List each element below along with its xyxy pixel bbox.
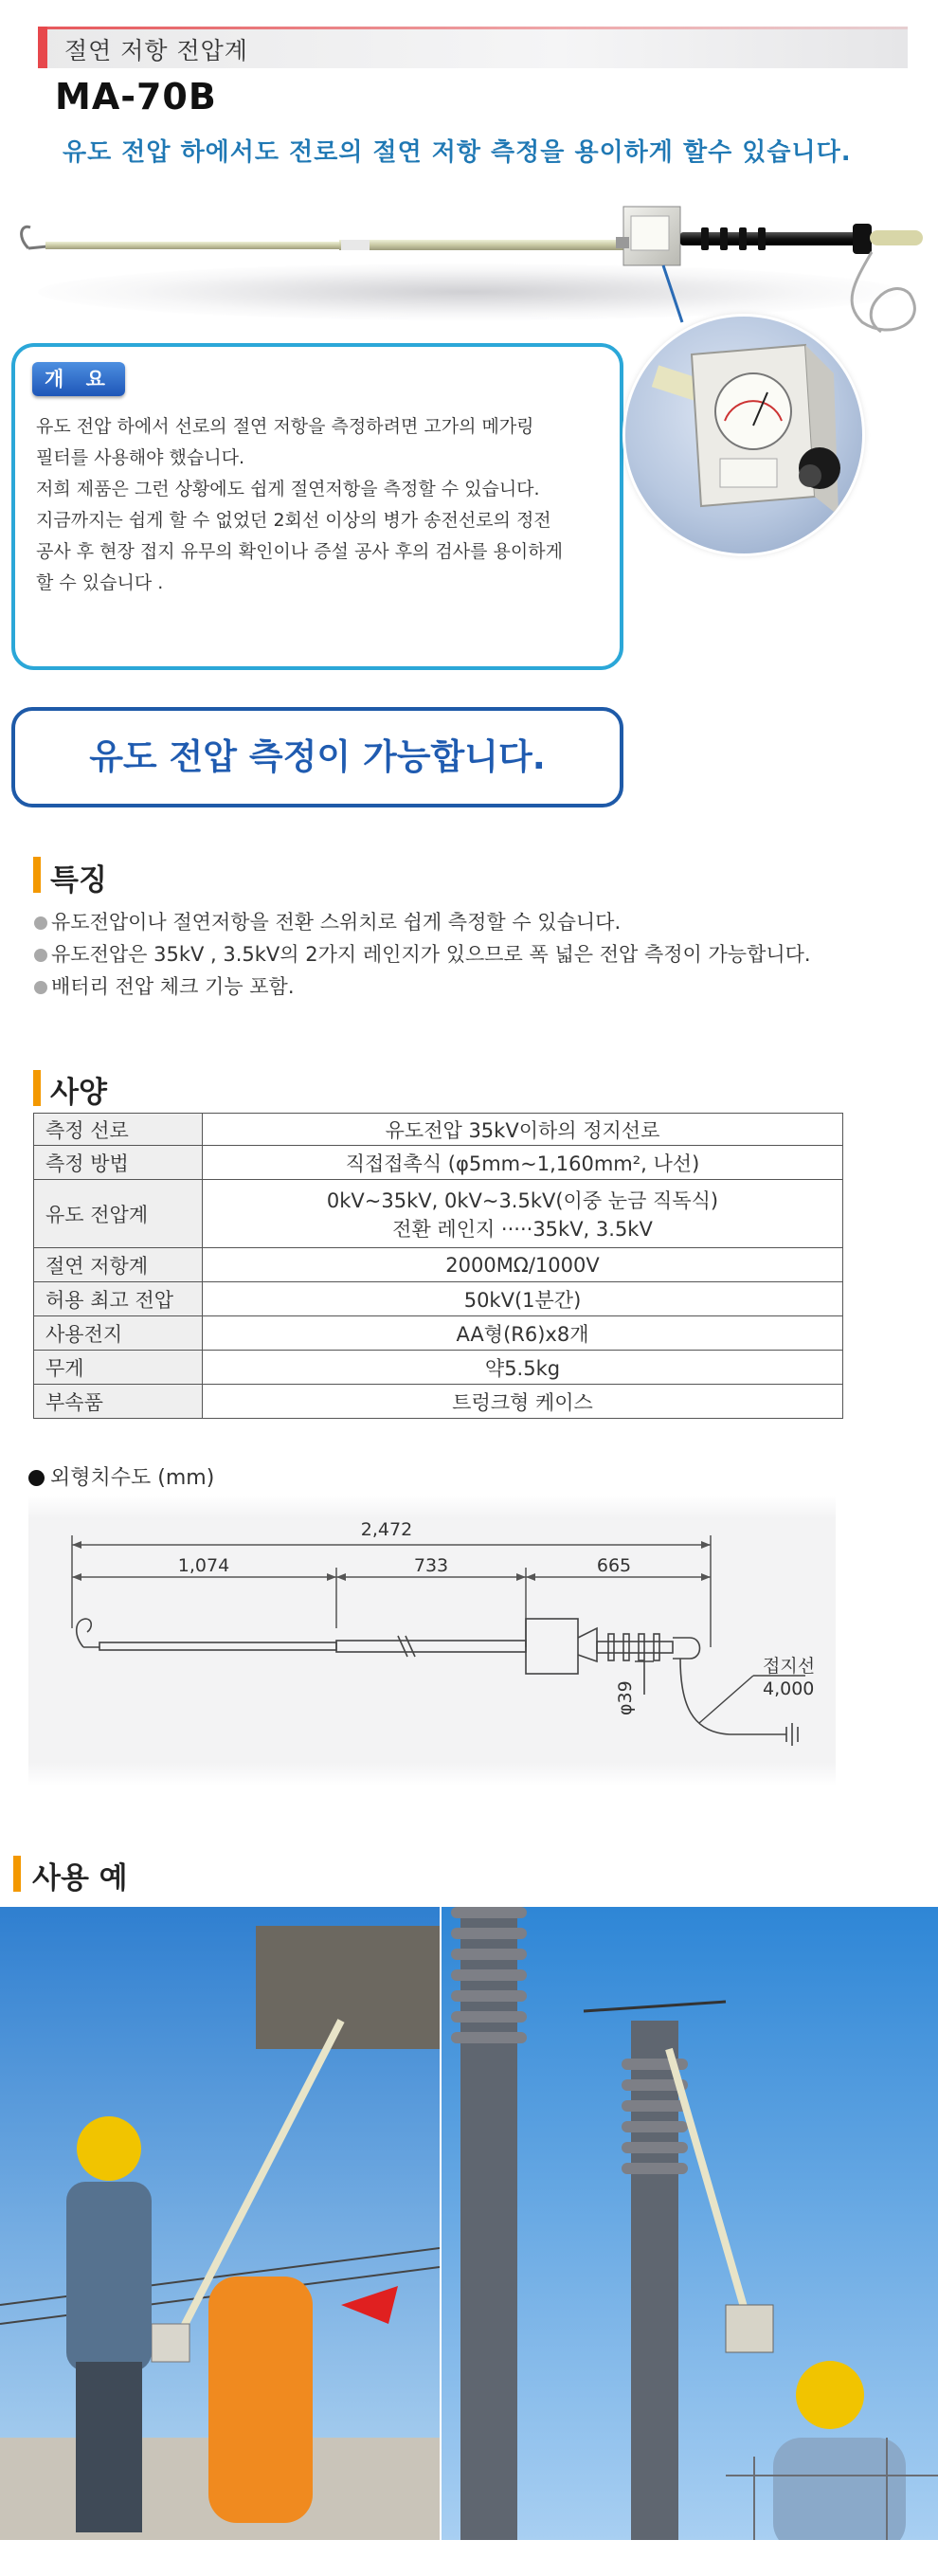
table-row (34, 1180, 843, 1248)
spec-key: 허용 최고 전압 (34, 1282, 203, 1316)
table-row (34, 1248, 843, 1282)
spec-value (203, 1180, 843, 1248)
spec-key: 유도 전압계 (34, 1180, 203, 1248)
table-row (34, 1114, 843, 1146)
overview-line: 저희 제품은 그런 상황에도 쉽게 절연저항을 측정할 수 있습니다. (36, 479, 540, 499)
specs-marker (33, 1070, 41, 1106)
spec-value: AA형(R6)x8개 (203, 1316, 843, 1351)
overview-text (36, 411, 604, 599)
spec-value: 유도전압 35kV이하의 정지선로 (203, 1114, 843, 1146)
spec-value-line: 0kV~35kV, 0kV~3.5kV(이중 눈금 직독식) (326, 1188, 719, 1212)
tagline: 유도 전압 하에서도 전로의 절연 저항 측정을 용이하게 할수 있습니다. (63, 138, 852, 167)
table-row (34, 1385, 843, 1419)
bullet-icon (34, 981, 47, 994)
table-row (34, 1316, 843, 1351)
feature-text: 배터리 전압 체크 기능 포함. (51, 975, 295, 998)
dim-seg1: 1,074 (177, 1555, 230, 1576)
features-title: 특징 (50, 863, 107, 898)
features-marker (33, 857, 41, 893)
meter-closeup-image (625, 317, 862, 553)
table-row (34, 1282, 843, 1316)
category-accent (38, 27, 47, 68)
spec-value: 2000MΩ/1000V (203, 1248, 843, 1282)
dim-diameter: φ39 (615, 1680, 636, 1715)
dim-seg2: 733 (413, 1555, 449, 1576)
overview-line: 필터를 사용해야 했습니다. (36, 447, 245, 468)
dimension-drawing (28, 1496, 836, 1786)
table-row (34, 1351, 843, 1385)
usage-photo-left (0, 1907, 440, 2540)
overview-line: 할 수 있습니다 . (36, 572, 164, 593)
overview-badge: 개 요 (32, 362, 125, 396)
table-row (34, 1146, 843, 1180)
spec-value: 약5.5kg (203, 1351, 843, 1385)
dimension-title-text: 외형치수도 (mm) (50, 1466, 215, 1490)
category-title: 절연 저항 전압계 (64, 37, 248, 64)
feature-item (34, 971, 295, 1000)
overview-line: 지금까지는 쉽게 할 수 없었던 2회선 이상의 병가 송전선로의 정전 (36, 510, 551, 531)
dim-seg3: 665 (596, 1555, 632, 1576)
spec-value: 직접접촉식 (φ5mm~1,160mm², 나선) (203, 1146, 843, 1180)
specs-title: 사양 (50, 1076, 107, 1110)
usage-marker (13, 1856, 21, 1892)
bullet-icon (34, 949, 47, 962)
dim-ground-label: 접지선 (763, 1656, 816, 1677)
spec-key: 무게 (34, 1351, 203, 1385)
category-line (38, 27, 908, 29)
dimension-title (28, 1461, 214, 1491)
spec-key: 절연 저항계 (34, 1248, 203, 1282)
dim-ground-value: 4,000 (763, 1678, 815, 1699)
spec-value-line: 전환 레인지 ·····35kV, 3.5kV (392, 1217, 653, 1241)
overview-line: 유도 전압 하에서 선로의 절연 저항을 측정하려면 고가의 메가링 (36, 416, 534, 437)
spec-table (33, 1113, 843, 1419)
spec-key: 부속품 (34, 1385, 203, 1419)
feature-text: 유도전압은 35kV , 3.5kV의 2가지 레인지가 있으므로 폭 넓은 전압 측정이 가능합니다. (51, 943, 811, 966)
usage-title: 사용 예 (32, 1861, 128, 1896)
feature-text: 유도전압이나 절연저항을 전환 스위치로 쉽게 측정할 수 있습니다. (51, 911, 622, 934)
spec-value: 50kV(1분간) (203, 1282, 843, 1316)
spec-value: 트렁크형 케이스 (203, 1385, 843, 1419)
feature-item (34, 907, 621, 935)
measure-banner-text: 유도 전압 측정이 가능합니다. (89, 736, 546, 777)
bullet-icon (28, 1470, 45, 1486)
spec-key: 측정 선로 (34, 1114, 203, 1146)
spec-key: 측정 방법 (34, 1146, 203, 1180)
overview-line: 공사 후 현장 접지 유무의 확인이나 증설 공사 후의 검사를 용이하게 (36, 541, 563, 562)
product-image (0, 190, 938, 341)
usage-photo-right (442, 1907, 938, 2540)
model-name: MA-70B (55, 76, 217, 118)
spec-key: 사용전지 (34, 1316, 203, 1351)
feature-item (34, 939, 811, 968)
dim-total: 2,472 (360, 1519, 413, 1540)
bullet-icon (34, 916, 47, 930)
